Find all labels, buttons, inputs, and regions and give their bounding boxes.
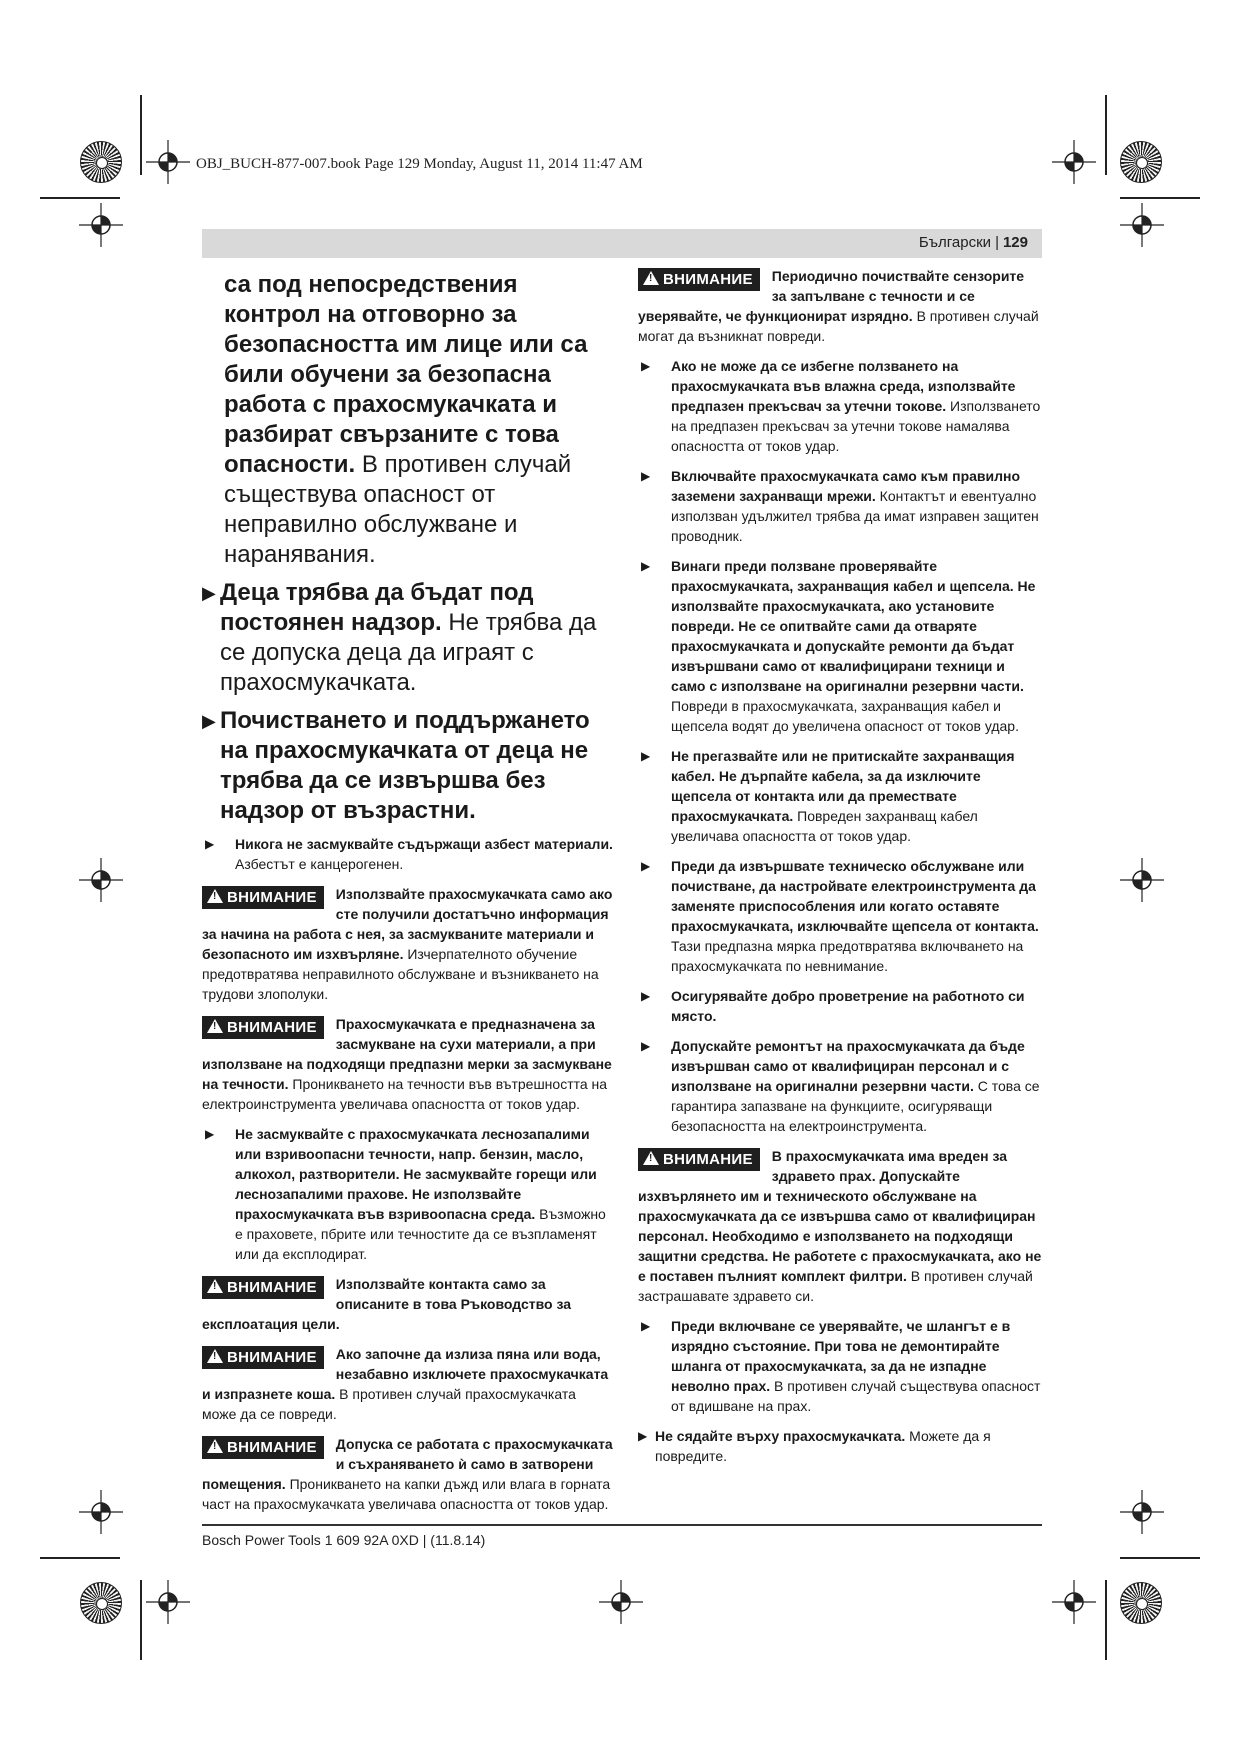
warning-dust-block: !ВНИМАНИЕ В прахосмукачката има вреден за здравето прах. Допускайте изхвърлянето им и техническото обслужване на прахосмукачката да се извършва само от квалифициран персонал. Необходимо е използването на подходящи защитни средства. Не работете с прахосмукачката, ако не е поставен пълният комплект филтри. В противен случай застрашавате здравето си.	[638, 1146, 1042, 1306]
warning-badge: !ВНИМАНИЕ	[202, 1016, 324, 1039]
warning-socket-block: !ВНИМАНИЕ Използвайте контакта само за описаните в това Ръководство за експлоатация цели.	[202, 1274, 614, 1334]
warning-badge: !ВНИМАНИЕ	[202, 1276, 324, 1299]
crop-mark	[1120, 197, 1200, 199]
crop-mark	[1120, 1557, 1200, 1559]
right-column	[638, 266, 1042, 1476]
footer-divider	[202, 1524, 1042, 1526]
warning-triangle-icon	[207, 1349, 223, 1363]
warning-badge: !ВНИМАНИЕ	[638, 268, 760, 291]
repair-item: ▶ Допускайте ремонтът на прахосмукачката да бъде извършван само от квалифициран персонал и с използване на оригинални резервни части. С това се гарантира запазване на функциите, осигуряващи безопасността на електроинструмента.	[641, 1038, 1040, 1134]
crop-mark	[40, 197, 120, 199]
warning-indoor-block: !ВНИМАНИЕ Допуска се работата с прахосмукачката и съхраняването ѝ само в затворени помещения. Проникването на капки дъжд или влага в горната част на прахосмукачката увеличава опасността от токов удар.	[202, 1434, 614, 1514]
warning-info-block: !ВНИМАНИЕ Използвайте прахосмукачката само ако сте получили достатъчно информация за начина на работа с нея, за засмукваните материали и безопасното им изхвърляне. Изчерпателното обучение предотвратява неправилното обслужване и възникването на трудови злополуки.	[202, 884, 614, 1004]
bullet-arrow-icon: ▶	[641, 559, 651, 573]
bullet-arrow-icon: ▶	[205, 837, 215, 851]
bullet-arrow-icon: ▶	[641, 1319, 651, 1333]
warning-triangle-icon	[207, 1019, 223, 1033]
intro-paragraph: са под непосредствения контрол на отговорно за безопасността им лице или са били обучени за безопасна работа с прахосмукачката и разбират свързаните с това опасности. В противен случай съществува опасност от неправилно обслужване и наранявания.	[224, 271, 588, 568]
color-wheel-icon	[80, 1582, 122, 1624]
bullet-arrow-icon: ▶	[641, 1039, 651, 1053]
warning-triangle-icon	[207, 889, 223, 903]
warning-triangle-icon	[643, 1151, 659, 1165]
registration-mark-icon	[1052, 140, 1096, 184]
bullet-arrow-icon: ▶	[202, 583, 216, 603]
warning-foam-block: !ВНИМАНИЕ Ако започне да излиза пяна или вода, незабавно изключете прахосмукачката и изпразнете коша. В противен случай прахосмукачката може да се повреди.	[202, 1344, 614, 1424]
color-wheel-icon	[1120, 141, 1162, 183]
left-column	[202, 270, 614, 1524]
registration-mark-icon	[146, 140, 190, 184]
hose-item: ▶ Преди включване се уверявайте, че шлангът е в изрядно състояние. При това не демонтирайте шланга от прахосмукачката, за да не изпадне неволно прах. В противен случай съществува опасност от вдишване на прах.	[641, 1318, 1041, 1414]
registration-mark-icon	[1120, 858, 1164, 902]
bullet-arrow-icon: ▶	[641, 359, 651, 373]
bullet-arrow-icon: ▶	[205, 1127, 215, 1141]
page-header	[919, 234, 1028, 251]
language-label: Български	[918, 234, 992, 251]
warning-badge: !ВНИМАНИЕ	[202, 886, 324, 909]
bullet-arrow-icon: ▶	[641, 989, 651, 1003]
crop-mark	[1105, 95, 1107, 175]
crop-mark	[1105, 1580, 1107, 1660]
bullet-arrow-icon: ▶	[202, 711, 216, 731]
warning-badge: !ВНИМАНИЕ	[638, 1148, 760, 1171]
warning-badge: !ВНИМАНИЕ	[202, 1346, 324, 1369]
crop-mark	[40, 1557, 120, 1559]
color-wheel-icon	[1120, 1582, 1162, 1624]
power-cable-item: ▶ Не прегазвайте или не притискайте захранващия кабел. Не дърпайте кабела, за да изключите щепсела от контакта или да премествате прахосмукачката. Повреден захранващ кабел увеличава опасността от токов удар.	[641, 748, 1015, 844]
bullet-arrow-icon: ▶	[641, 859, 651, 873]
warning-triangle-icon	[643, 271, 659, 285]
bullet-arrow-icon: ▶	[641, 749, 651, 763]
registration-mark-icon	[146, 1580, 190, 1624]
book-file-header: OBJ_BUCH-877-007.book Page 129 Monday, August 11, 2014 11:47 AM	[196, 156, 643, 172]
warning-sensors-block: !ВНИМАНИЕ Периодично почиствайте сензорите за запълване с течности и се уверявайте, че функционират изрядно. В противен случай могат да възникнат повреди.	[638, 266, 1042, 346]
registration-mark-icon	[1052, 1580, 1096, 1624]
crop-mark	[140, 95, 142, 175]
unplug-item: ▶ Преди да извършвате техническо обслужване или почистване, да настройвате електроинструмента да заменяте приспособления или когато оставяте прахосмукачката, изключвайте щепсела от контакта. Тази предпазна мярка предотвратява включването на прахосмукачката по невнимание.	[641, 858, 1039, 974]
children-supervision-item: ▶ Деца трябва да бъдат под постоянен надзор. Не трябва да се допуска деца да играят с прахосмукачката.	[202, 579, 597, 696]
bullet-arrow-icon: ▶	[641, 469, 651, 483]
warning-triangle-icon	[207, 1439, 223, 1453]
warning-dry-materials-block: !ВНИМАНИЕ Прахосмукачката е предназначена за засмукване на сухи материали, а при използване на подходящи предпазни мерки за засмукване на течности. Проникването на течности във вътрешността на електроинструмента увеличава опасността от токов удар.	[202, 1014, 614, 1114]
page-number: 129	[1002, 234, 1028, 251]
registration-mark-icon	[79, 858, 123, 902]
registration-mark-icon	[1120, 1490, 1164, 1534]
asbestos-item: ▶ Никога не засмуквайте съдържащи азбест материали. Азбестът е канцерогенен.	[205, 836, 613, 872]
grounded-mains-item: ▶ Включвайте прахосмукачката само към правилно заземени захранващи мрежи. Контактът и евентуално използван удължител трябва да имат изправен защитен проводник.	[641, 468, 1039, 544]
bullet-arrow-icon: ▶	[638, 1429, 648, 1443]
registration-mark-icon	[599, 1580, 643, 1624]
registration-mark-icon	[1120, 203, 1164, 247]
warning-triangle-icon	[207, 1279, 223, 1293]
flammable-item: ▶ Не засмуквайте с прахосмукачката леснозапалими или взривоопасни течности, напр. бензин, масло, алкохол, разтворители. Не засмуквайте горещи или леснозапалими прахове. Не използвайте прахосмукачката във взривоопасна среда. Възможно е праховете, пбрите или течностите да се възпламенят или да експлодират.	[205, 1126, 606, 1262]
header-separator: |	[995, 234, 999, 251]
color-wheel-icon	[80, 141, 122, 183]
page-header-bar	[202, 229, 1042, 258]
inspection-item: ▶ Винаги преди ползване проверявайте прахосмукачката, захранващия кабел и щепсела. Не използвайте прахосмукачката, ако установите повреди. Не се опитвайте сами да отваряте прахосмукачката и допускайте ремонти да бъдат извършвани само от квалифицирани техници и само с използване на оригинални резервни части. Повреди в прахосмукачката, захранващия кабел и щепсела водят до увеличена опасност от токов удар.	[641, 558, 1036, 734]
do-not-sit-item: ▶ Не сядайте върху прахосмукачката. Можете да я повредите.	[638, 1428, 991, 1464]
crop-mark	[140, 1580, 142, 1660]
page-footer: Bosch Power Tools 1 609 92A 0XD | (11.8.14)	[202, 1532, 486, 1548]
registration-mark-icon	[79, 203, 123, 247]
rcd-item: ▶ Ако не може да се избегне ползването на прахосмукачката във влажна среда, използвайте предпазен прекъсвач за утечни токове. Използването на предпазен прекъсвач за утечни токове намалява опасността от токов удар.	[641, 358, 1041, 454]
registration-mark-icon	[79, 1490, 123, 1534]
ventilation-item: ▶ Осигурявайте добро проветрение на работното си място.	[641, 988, 1025, 1024]
children-cleaning-item: ▶ Почистването и поддържането на прахосмукачката от деца не трябва да се извършва без надзор от възрастни.	[202, 707, 590, 824]
warning-badge: !ВНИМАНИЕ	[202, 1436, 324, 1459]
